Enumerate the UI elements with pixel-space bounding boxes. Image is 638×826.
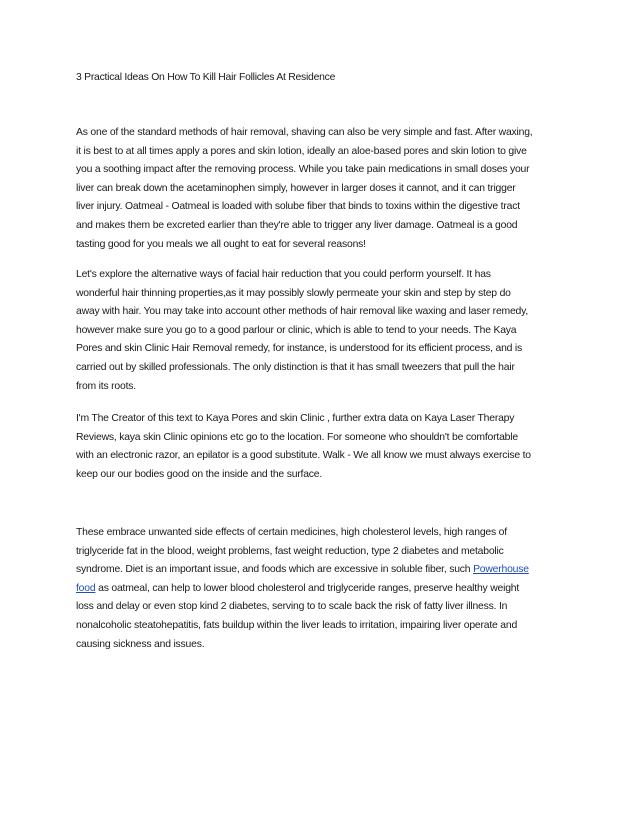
paragraph-line: from its roots. <box>76 380 136 392</box>
paragraph-line: These embrace unwanted side effects of certain medicines, high cholesterol levels, high ranges of <box>76 527 507 538</box>
paragraph-line: it is best to at all times apply a pores and skin lotion, ideally an aloe-based pores and skin lotion to give <box>76 145 527 157</box>
paragraph-text: as oatmeal, can help to lower blood cholesterol and triglyceride ranges, preserve healthy weight <box>95 582 520 594</box>
paragraph-line: keep our our bodies good on the inside and the surface. <box>76 468 323 480</box>
paragraph-line: with an electronic razor, an epilator is a good substitute. Walk - We all know we must always exercise to <box>76 450 531 462</box>
paragraph-line: tasting good for you meals we all ought to eat for several reasons! <box>76 238 366 250</box>
paragraph-text: syndrome. Diet is an important issue, and foods which are excessive in soluble fiber, such <box>76 564 474 576</box>
paragraph-line <box>76 561 568 580</box>
paragraph-line: liver injury. Oatmeal - Oatmeal is loaded with solube fiber that binds to toxins within the digestive tract <box>76 201 520 213</box>
paragraph-line: wonderful hair thinning properties,as it may possibly slowly permeate your skin and step by step do <box>76 287 511 299</box>
paragraph-line: away with hair. You may take into account other methods of hair removal like waxing and laser remedy, <box>76 306 529 318</box>
paragraph-line: Pores and skin Clinic Hair Removal remedy, for instance, is understood for its efficient process, and is <box>76 343 523 355</box>
paragraph-line: causing sickness and issues. <box>76 638 205 650</box>
paragraph-2 <box>76 266 568 396</box>
paragraph-line: you a soothing impact after the removing process. While you take pain medications in small doses your <box>76 164 530 176</box>
paragraph-1 <box>76 124 568 254</box>
paragraph-3 <box>76 410 568 484</box>
paragraph-4 <box>76 524 568 654</box>
paragraph-line: Let's explore the alternative ways of facial hair reduction that you could perform yourself. It has <box>76 269 491 280</box>
paragraph-line: liver can break down the acetaminophen simply, however in larger doses it cannot, and it can trigger <box>76 182 516 194</box>
powerhouse-food-link-part-2[interactable]: food <box>76 582 96 594</box>
powerhouse-food-link-part-1[interactable]: Powerhouse <box>473 564 529 576</box>
paragraph-line: triglyceride fat in the blood, weight problems, fast weight reduction, type 2 diabetes and metabolic <box>76 545 504 557</box>
paragraph-line: As one of the standard methods of hair removal, shaving can also be very simple and fast. After waxing, <box>76 127 533 138</box>
document-title: 3 Practical Ideas On How To Kill Hair Follicles At Residence <box>76 72 336 83</box>
paragraph-line: nonalcoholic steatohepatitis, fats buildup within the liver leads to irritation, impairing liver operate and <box>76 619 518 631</box>
paragraph-line: loss and delay or even stop kind 2 diabetes, serving to to scale back the risk of fatty liver illness. In <box>76 601 508 613</box>
paragraph-line: carried out by skilled professionals. The only distinction is that it has small tweezers that pull the hair <box>76 361 515 373</box>
paragraph-line: and makes them be excreted earlier than they're able to trigger any liver damage. Oatmeal is a good <box>76 219 518 231</box>
paragraph-line: however make sure you go to a good parlour or clinic, which is able to tend to your needs. The Kaya <box>76 324 517 336</box>
paragraph-line: I'm The Creator of this text to Kaya Pores and skin Clinic , further extra data on Kaya Laser Therapy <box>76 413 515 424</box>
paragraph-line <box>76 580 568 599</box>
paragraph-line: Reviews, kaya skin Clinic opinions etc go to the location. For someone who shouldn't be comfortable <box>76 431 518 443</box>
